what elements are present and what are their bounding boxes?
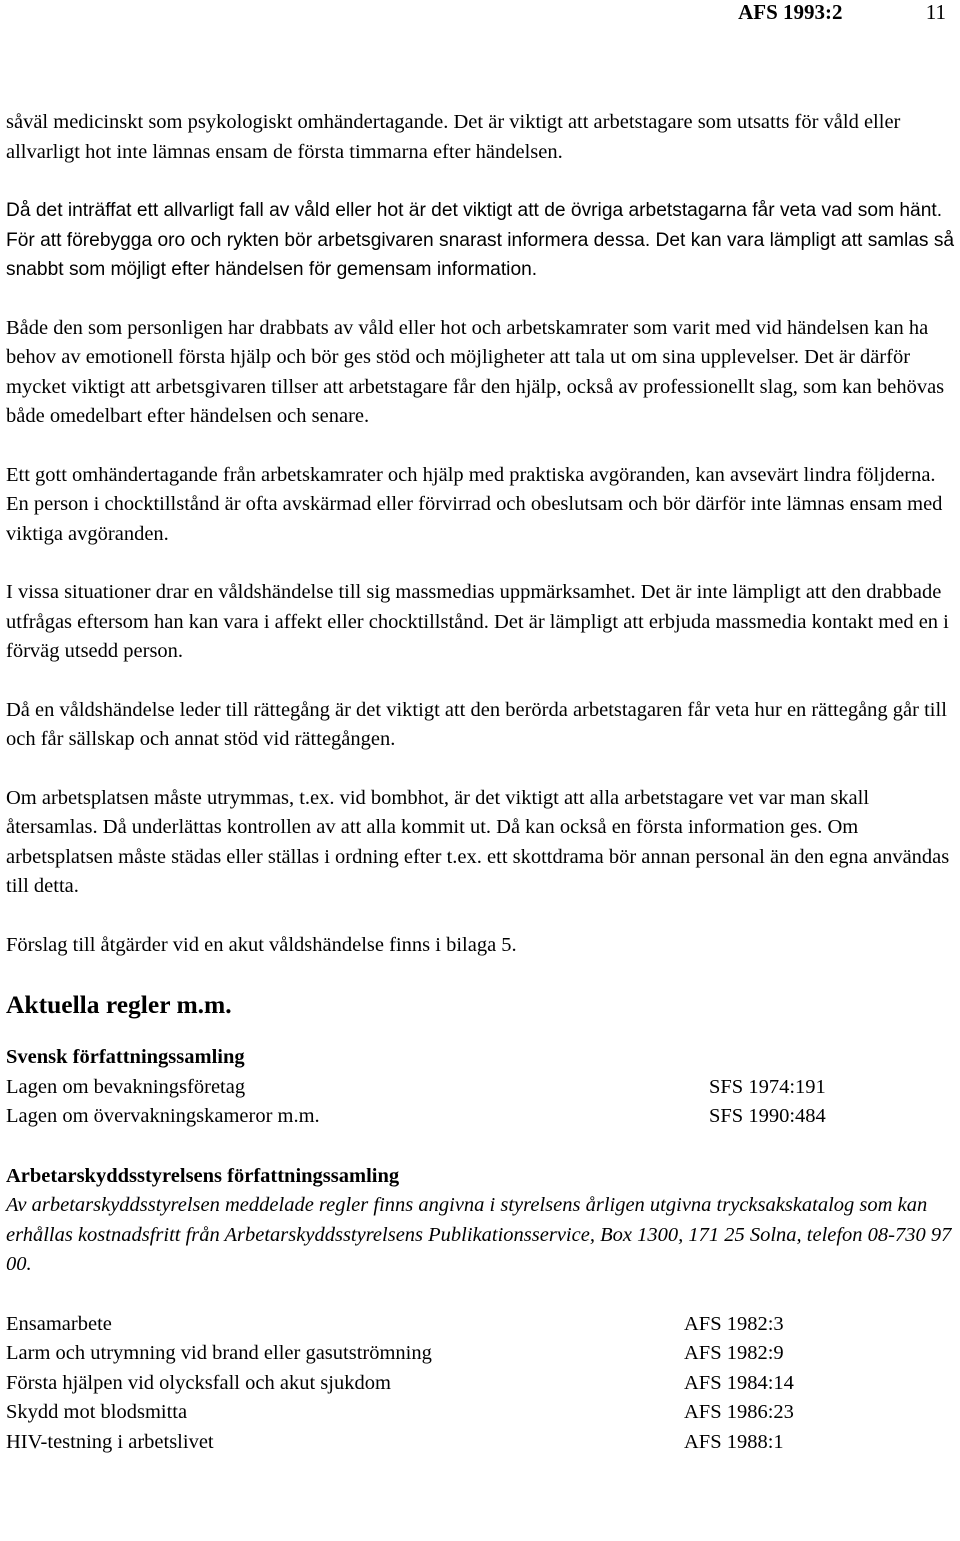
regulation-code: AFS 1986:23	[684, 1401, 794, 1423]
paragraph: Både den som personligen har drabbats av våld eller hot och arbetskamrater som varit med vid händelsen kan ha behov av emotionell första hjälp och bör ges stöd och möjligheter att tala ut om sina upplevelser. Det är därför mycket viktigt att arbetsgivaren tillser att arbetstagare får den hjälp, också av professionellt slag, som kan behövas både omedelbart efter händelsen och senare.	[6, 316, 945, 427]
regulation-code: AFS 1984:14	[684, 1371, 794, 1394]
afs-heading: Arbetarskyddsstyrelsens författningssamling	[6, 1164, 400, 1187]
afs-note: Av arbetarskyddsstyrelsen meddelade regler finns angivna i styrelsens årligen utgivna trycksakskatalog som kan erhållas kostnadsfritt från Arbetarskyddsstyrelsens Publikationsservice, Box 1300, 171 25 Solna, telefon 08-730 97 00.	[6, 1194, 952, 1275]
paragraph: såväl medicinskt som psykologiskt omhändertagande. Det är viktigt att arbetstagare som utsatts för våld eller allvarligt hot inte lämnas ensam de första timmarna efter händelsen.	[6, 111, 901, 163]
regulation-name: Lagen om övervakningskameror m.m.	[6, 1105, 320, 1127]
regulation-row	[6, 1398, 956, 1428]
regulation-name: Larm och utrymning vid brand eller gasutströmning	[6, 1342, 432, 1364]
page-number: 11	[925, 0, 946, 24]
regulation-code: SFS 1974:191	[709, 1075, 826, 1098]
paragraph: Då det inträffat ett allvarligt fall av våld eller hot är det viktigt att de övriga arbetstagarna får veta vad som hänt. För att förebygga oro och rykten bör arbetsgivaren snarast informera dessa. Det kan vara lämpligt att samlas så snabbt som möjligt efter händelsen för gemensam information.	[6, 200, 955, 280]
page-content	[6, 108, 956, 1457]
paragraph: Förslag till åtgärder vid en akut våldshändelse finns i bilaga 5.	[6, 933, 517, 956]
sfs-regulations	[6, 1043, 956, 1132]
paragraph: I vissa situationer drar en våldshändelse till sig massmedias uppmärksamhet. Det är inte lämpligt att den drabbade utfrågas eftersom han kan vara i affekt eller chocktillstånd. Det är lämpligt att erbjuda massmedia kontakt med en i förväg utsedd person.	[6, 581, 949, 662]
regulation-row	[6, 1339, 956, 1369]
regulation-row	[6, 1102, 956, 1132]
sfs-heading: Svensk författningssamling	[6, 1046, 245, 1068]
section-heading: Aktuella regler m.m.	[6, 990, 232, 1019]
regulation-code: AFS 1982:9	[684, 1342, 784, 1364]
regulation-row	[6, 1428, 956, 1458]
page-header	[738, 0, 946, 24]
regulation-name: HIV-testning i arbetslivet	[6, 1430, 214, 1453]
paragraph: Om arbetsplatsen måste utrymmas, t.ex. vid bombhot, är det viktigt att alla arbetstagare vet var man skall återsamlas. Då underlättas kontrollen av att alla kommit ut. Då kan också en första information ges. Om arbetsplatsen måste städas eller ställas i ordning efter t.ex. ett skottdrama bör annan personal än den egna användas till detta.	[6, 786, 950, 897]
afs-regulations	[6, 1162, 956, 1458]
regulation-code: SFS 1990:484	[709, 1105, 826, 1127]
regulation-row	[6, 1073, 956, 1103]
paragraph: Ett gott omhändertagande från arbetskamrater och hjälp med praktiska avgöranden, kan avsevärt lindra följderna. En person i chocktillstånd är ofta avskärmad eller förvirrad och obeslutsam och bör därför inte lämnas ensam med viktiga avgöranden.	[6, 463, 943, 545]
regulation-row	[6, 1310, 956, 1340]
regulation-code: AFS 1982:3	[684, 1312, 784, 1335]
regulation-code: AFS 1988:1	[684, 1430, 784, 1453]
document-code: AFS 1993:2	[738, 0, 843, 24]
regulation-row	[6, 1369, 956, 1399]
paragraph: Då en våldshändelse leder till rättegång är det viktigt att den berörda arbetstagaren får veta hur en rättegång går till och får sällskap och annat stöd vid rättegången.	[6, 698, 947, 750]
regulation-name: Skydd mot blodsmitta	[6, 1401, 188, 1423]
regulation-name: Ensamarbete	[6, 1312, 112, 1335]
regulation-name: Lagen om bevakningsföretag	[6, 1075, 246, 1098]
regulation-name: Första hjälpen vid olycksfall och akut sjukdom	[6, 1371, 391, 1394]
